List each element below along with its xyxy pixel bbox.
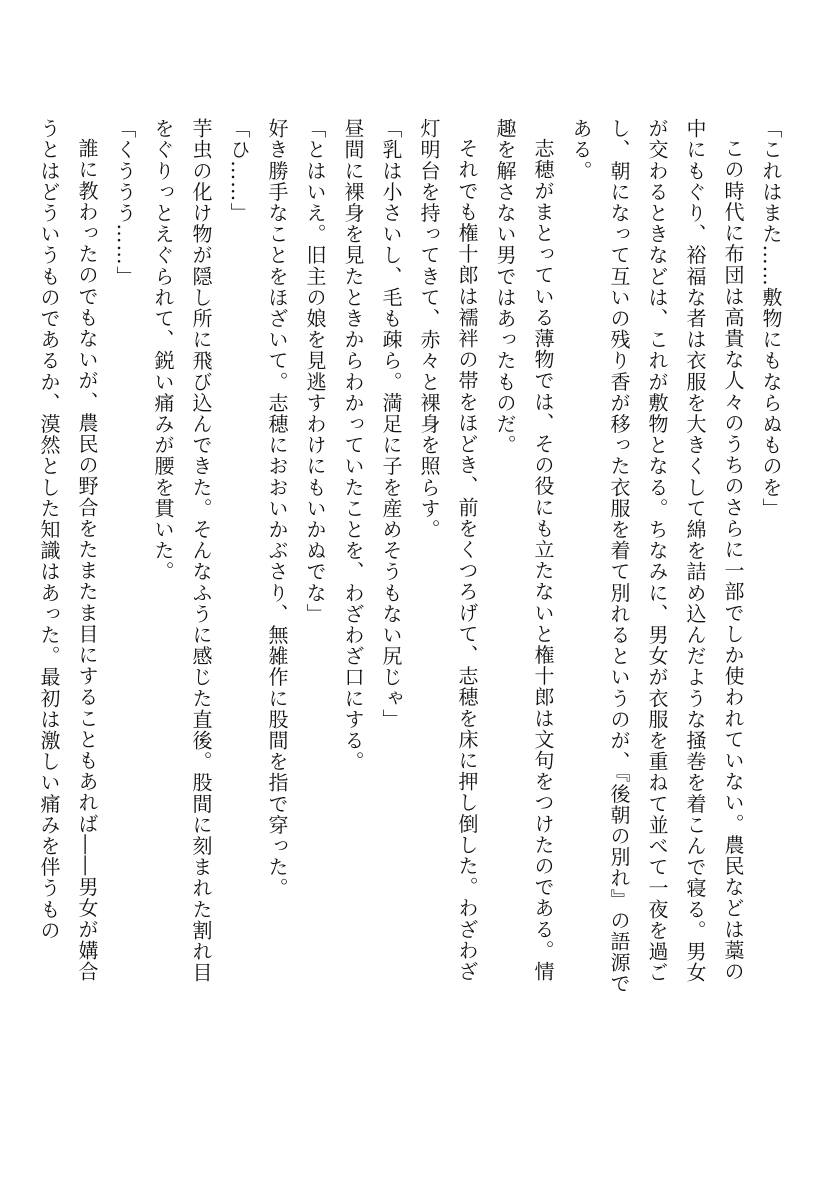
vertical-text-body: [30, 118, 790, 998]
paragraph: 昼間に裸身を見たときからわかっていたことを、わざわざ口にする。: [341, 118, 365, 773]
paragraph: 「ひ……」: [227, 118, 251, 224]
paragraph: 芋虫の化け物が隠し所に飛び込んできた。そんなふうに感じた直後。股間に刻まれた割れ目をぐりっとえぐられて、鋭い痛みが腰を貫いた。: [151, 118, 213, 984]
paragraph: この時代に布団は高貴な人々のうちのさらに一部でしか使われていない。農民などは藁の中にもぐり、裕福な者は衣服を大きくして綿を詰め込んだような掻巻を着こんで寝る。男女が交わるときなどは、これが敷物となる。ちなみに、男女が衣服を重ねて並べて一夜を過ごし、朝になって互いの残り香が移った衣服を着て別れるというのが、『後朝の別れ』の語源である。: [569, 118, 745, 995]
paragraph: それでも権十郎は襦袢の帯をほどき、前をくつろげて、志穂を床に押し倒した。わざわざ灯明台を持ってきて、赤々と裸身を照らす。: [417, 118, 479, 982]
paragraph: 「乳は小さいし、毛も疎ら。満足に子を産めそうもない尻じゃ」: [379, 118, 403, 730]
paragraph: 志穂がまとっている薄物では、その役にも立たないと権十郎は文句をつけたのである。情趣を解さない男ではあったものだ。: [493, 118, 555, 982]
paragraph: 好き勝手なことをほざいて。志穂におおいかぶさり、無雑作に股間を指で穿った。: [265, 118, 289, 899]
paragraph: 「とはいえ。旧主の娘を見逃すわけにもいかぬでな」: [303, 118, 327, 625]
paragraph: 「くううう……」: [113, 118, 137, 287]
paragraph: 「これはまた……敷物にもならぬものを」: [759, 118, 783, 519]
paragraph: 誰に教わったのでもないが、農民の野合をたまたま目にすることもあれば――男女が媾合うとはどういうものであるか、漠然とした知識はあった。最初は激しい痛みを伴うもの: [37, 118, 99, 982]
